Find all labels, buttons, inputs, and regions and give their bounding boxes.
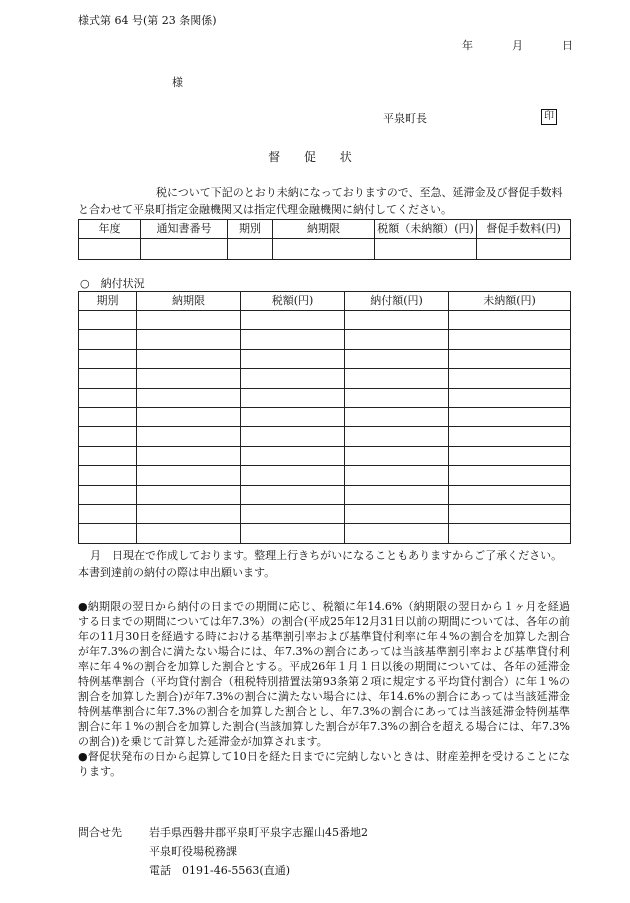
document-title: 督 促 状 (268, 150, 362, 164)
header-paid-amount: 納付額(円) (345, 292, 449, 311)
intro-paragraph: 税について下記のとおり未納になっておりますので、至急、延滞金及び督促手数料と合わせて平泉町指定金融機関又は指定代理金融機関に納付してください。 (78, 186, 563, 216)
header-period: 期別 (79, 292, 137, 311)
contact-address: 岩手県西磐井郡平泉町平泉字志羅山45番地2 (149, 826, 368, 839)
header-reminder-fee: 督促手数料(円) (477, 220, 571, 239)
table-row (79, 466, 571, 485)
table-header-row (79, 292, 571, 311)
payment-status-label: ○ 納付状況 (80, 277, 145, 290)
header-due-date: 納期限 (137, 292, 241, 311)
header-tax-amount: 税額(円) (241, 292, 345, 311)
contact-phone: 電話 0191-46-5563(直通) (149, 864, 291, 877)
header-notice-number: 通知書番号 (141, 220, 228, 239)
cell-due-date[interactable] (273, 239, 375, 260)
table-header-row (79, 220, 571, 239)
table-row (79, 504, 571, 523)
payment-status-table (78, 291, 571, 544)
cell-reminder-fee[interactable] (477, 239, 571, 260)
sender-name: 平泉町長 (383, 112, 427, 125)
table-row (79, 349, 571, 368)
contact-office: 平泉町役場税務課 (149, 845, 237, 858)
cell-notice-number[interactable] (141, 239, 228, 260)
table-row (79, 446, 571, 465)
header-fiscal-year: 年度 (79, 220, 141, 239)
table-row (79, 407, 571, 426)
seal-mark: 印 (541, 109, 557, 125)
table-row (79, 485, 571, 504)
contact-label: 問合せ先 (78, 826, 122, 839)
table-row (79, 330, 571, 349)
cell-period[interactable] (228, 239, 273, 260)
cell-fiscal-year[interactable] (79, 239, 141, 260)
date-month-label: 月 (512, 39, 523, 52)
date-year-label: 年 (462, 39, 473, 52)
cell-tax-amount[interactable] (375, 239, 477, 260)
header-period: 期別 (228, 220, 273, 239)
tax-summary-table (78, 219, 571, 260)
header-tax-amount: 税額（未納額）(円) (375, 220, 477, 239)
recipient-suffix: 様 (172, 76, 183, 89)
header-unpaid-amount: 未納額(円) (449, 292, 571, 311)
late-fee-details (78, 599, 570, 779)
table-row (79, 524, 571, 543)
notice-paragraph: 月 日現在で作成しております。整理上行きちがいになることもありますからご了承ください。本書到達前の納付の際は申出願います。 (78, 549, 563, 579)
table-row (79, 427, 571, 446)
date-day-label: 日 (562, 39, 573, 52)
issue-date (462, 39, 573, 52)
table-row (79, 239, 571, 260)
header-due-date: 納期限 (273, 220, 375, 239)
late-fee-paragraph: ●納期限の翌日から納付の日までの期間に応じ、税額に年14.6%（納期限の翌日から１ヶ月を経過する日までの期間については年7.3%）の割合(平成25年12月31日以前の期間については、各年の前年の11月30日を経過する時における基準割引率および基準貸付利率に年４%の割合を加算した割合が年7.3%の割合に満たない場合には、年7.3%の割合にあっては当該基準割引率および基準貸付利率に年４%の割合を加算した割合とする。平成26年１月１日以後の期間については、各年の延滞金特例基準割合（平均貸付割合（租税特別措置法第93条第２項に規定する平均貸付割合）に年１%の割合を加算した割合)が年7.3%の割合に満たない場合には、年14.6%の割合にあっては当該延滞金特例基準割合に年7.3%の割合を加算した割合とし、年7.3%の割合にあっては当該延滞金特例基準割合に年１%の割合を加算した割合(当該加算した割合が年7.3%の割合を超える場合には、年7.3%の割合))を乗じて計算した延滞金が加算されます。 (78, 600, 570, 748)
seizure-warning-paragraph: ●督促状発布の日から起算して10日を経た日までに完納しないときは、財産差押を受けることになります。 (78, 750, 570, 778)
form-number: 様式第 64 号(第 23 条関係) (78, 14, 217, 27)
table-row (79, 311, 571, 330)
table-row (79, 388, 571, 407)
table-row (79, 369, 571, 388)
